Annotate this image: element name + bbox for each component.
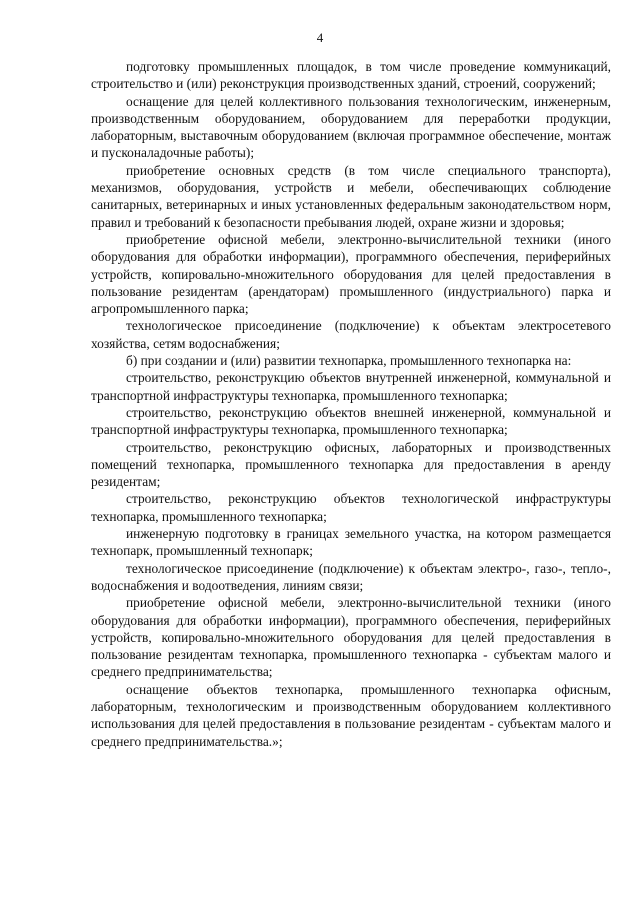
paragraph-industrial-sites: подготовку промышленных площадок, в том числе проведение коммуникаций, строительство и (или) реконструкция производственных зданий, строений, сооружений;	[91, 59, 611, 92]
paragraph-technopark-equipment: оснащение объектов технопарка, промышленного технопарка офисным, лабораторным, технологическим и производственным оборудованием коллективного использования для целей предоставления в пользование резидентам - субъектам малого и среднего предпринимательства.»;	[91, 681, 611, 749]
paragraph-office-furniture-park: приобретение офисной мебели, электронно-вычислительной техники (иного оборудования для обработки информации), программного обеспечения, периферийных устройств, копировально-множительного оборудования для целей предоставления в пользование резидентам (арендаторам) промышленного (индустриального) парка и агропромышленного парка;	[91, 231, 611, 317]
paragraph-internal-infrastructure: строительство, реконструкцию объектов внутренней инженерной, коммунальной и транспортной инфраструктуры технопарка, промышленного технопарка;	[91, 370, 611, 403]
paragraph-equipment-outfitting: оснащение для целей коллективного пользования технологическим, инженерным, производственным оборудованием, оборудованием для переработки продукции, лабораторным, выставочным оборудованием (включая программное обеспечение, монтаж и пусконаладочные работы);	[91, 93, 611, 161]
document-body	[91, 58, 611, 750]
paragraph-office-lab-premises: строительство, реконструкцию офисных, лабораторных и производственных помещений технопарка, промышленного технопарка для предоставления в аренду резидентам;	[91, 439, 611, 490]
paragraph-office-furniture-technopark: приобретение офисной мебели, электронно-вычислительной техники (иного оборудования для обработки информации), программного обеспечения, периферийных устройств, копировально-множительного оборудования для целей предоставления в пользование резидентам технопарка, промышленного технопарка - субъектам малого и среднего предпринимательства;	[91, 595, 611, 680]
paragraph-technopark-heading: б) при создании и (или) развитии технопарка, промышленного технопарка на:	[126, 353, 572, 369]
paragraph-technological-infrastructure: строительство, реконструкцию объектов технологической инфраструктуры технопарка, промышленного технопарка;	[91, 491, 611, 524]
paragraph-fixed-assets: приобретение основных средств (в том числе специального транспорта), механизмов, оборудования, устройств и мебели, обеспечивающих соблюдение санитарных, ветеринарных и иных установленных федеральным законодательством норм, правил и требований к безопасности пребывания людей, охране жизни и здоровья;	[91, 162, 611, 230]
paragraph-utility-connection: технологическое присоединение (подключение) к объектам электро-, газо-, тепло-, водоснабжения и водоотведения, линиям связи;	[91, 560, 611, 593]
page-number: 4	[316, 30, 324, 45]
paragraph-external-infrastructure: строительство, реконструкцию объектов внешней инженерной, коммунальной и транспортной инфраструктуры технопарка, промышленного технопарка;	[91, 404, 611, 438]
paragraph-grid-connection: технологическое присоединение (подключение) к объектам электросетевого хозяйства, сетям водоснабжения;	[91, 318, 611, 351]
paragraph-engineering-preparation: инженерную подготовку в границах земельного участка, на котором размещается технопарк, промышленный технопарк;	[91, 526, 611, 559]
